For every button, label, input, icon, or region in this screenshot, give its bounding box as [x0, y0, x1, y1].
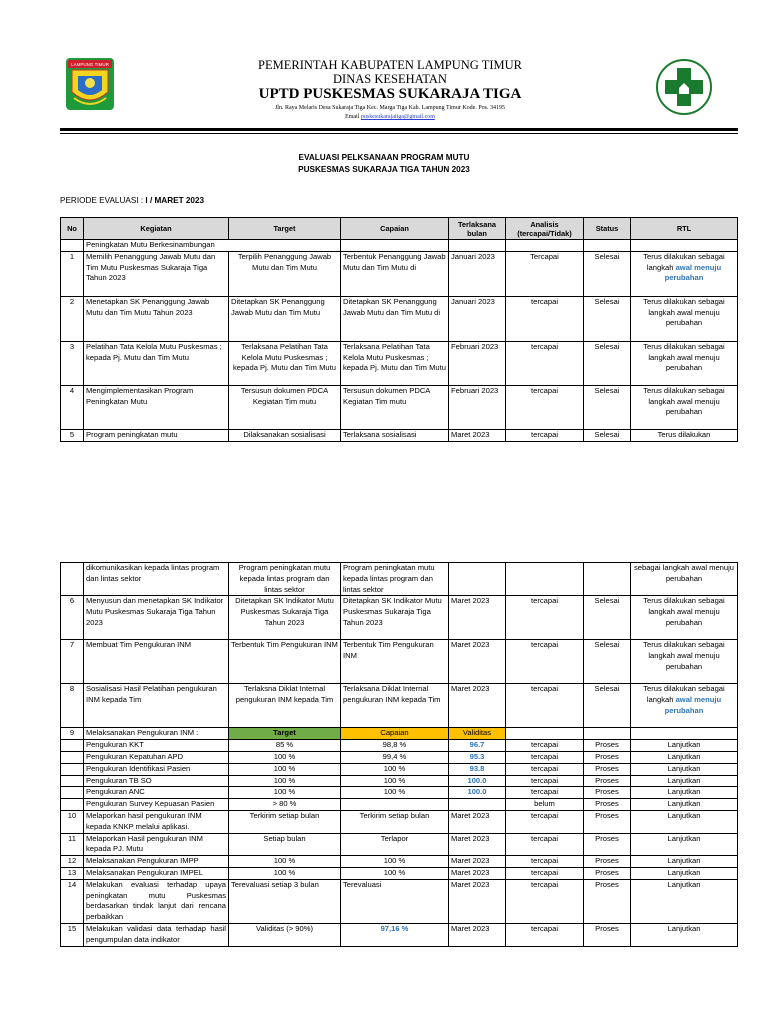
- evaluation-period: PERIODE EVALUASI : I / MARET 2023: [60, 196, 205, 205]
- table-row: Pengukuran Kepatuhan APD 100 % 99,4 % 95.3 tercapai Proses Lanjutkan: [61, 751, 738, 763]
- table-row: 6 Menyusun dan menetapkan SK Indikator Mutu Puskesmas Sukaraja Tiga Tahun 2023 Ditetapkan SK Indikator Mutu Puskesmas Sukaraja Tiga Tahun 2023 Ditetapkan SK Indikator Mutu Puskesmas Sukaraja Tiga Tahun 2023 Maret 2023 tercapai Selesai Terus dilakukan sebagai langkah awal menuju perubahan: [61, 596, 738, 640]
- table-row: 7 Membuat Tim Pengukuran INM Terbentuk Tim Pengukuran INM Terbentuk Tim Pengukuran INM Maret 2023 tercapai Selesai Terus dilakukan sebagai langkah awal menuju perubahan: [61, 640, 738, 684]
- table-row: 2 Menetapkan SK Penanggung Jawab Mutu dan Tim Mutu Tahun 2023 Ditetapkan SK Penanggung Jawab Mutu dan Tim Mutu Ditetapkan SK Penanggung Jawab Mutu dan Tim Mutu di Januari 2023 tercapai Selesai Terus dilakukan sebagai langkah awal menuju perubahan: [61, 296, 738, 341]
- document-title: EVALUASI PELKSANAAN PROGRAM MUTU: [298, 153, 470, 162]
- col-terlaksana: Terlaksana bulan: [449, 218, 506, 240]
- evaluation-table-part2: [60, 562, 738, 947]
- letterhead-rule-thick: [60, 128, 738, 131]
- table-row: 3 Pelatihan Tata Kelola Mutu Puskesmas ; kepada Pj. Mutu dan Tim Mutu Terlaksana Pelatihan Tata Kelola Mutu Puskesmas ; kepada Pj. Mutu dan Tim Mutu Terlaksana Pelatihan Tata Kelola Mutu Puskesmas ; kepada Pj. Mutu dan Tim Mutu Februari 2023 tercapai Selesai Terus dilakukan sebagai langkah awal menuju perubahan: [61, 341, 738, 385]
- table-row: 5 Program peningkatan mutu Dilaksanakan sosialisasi Terlaksana sosialisasi Maret 2023 tercapai Selesai Terus dilakukan: [61, 429, 738, 441]
- table-row: 15 Melakukan validasi data terhadap hasil pengumpulan data indikator Validitas (> 90%) 97,16 % Maret 2023 tercapai Proses Lanjutkan: [61, 923, 738, 946]
- table-row: dikomunikasikan kepada lintas program dan lintas sektor Program peningkatan mutu kepada lintas program dan lintas sektor Program peningkatan mutu kepada lintas program dan lintas sektor sebagai langkah awal menuju perubahan: [61, 563, 738, 596]
- table-row: Pengukuran TB SO 100 % 100 % 100.0 tercapai Proses Lanjutkan: [61, 775, 738, 787]
- col-analisis: Analisis (tercapai/Tidak): [506, 218, 584, 240]
- table-row: 12 Melaksanakan Pengukuran IMPP 100 % 100 % Maret 2023 tercapai Proses Lanjutkan: [61, 856, 738, 868]
- table-row: Pengukuran Identifikasi Pasien 100 % 100 % 93.8 tercapai Proses Lanjutkan: [61, 763, 738, 775]
- col-kegiatan: Kegiatan: [84, 218, 229, 240]
- puskesmas-logo: [655, 58, 713, 116]
- table-row: 4 Mengimplementasikan Program Peningkatan Mutu Tersusun dokumen PDCA Kegiatan Tim mutu Tersusun dokumen PDCA Kegiatan Tim mutu Februari 2023 tercapai Selesai Terus dilakukan sebagai langkah awal menuju perubahan: [61, 385, 738, 429]
- evaluation-table-part1: [60, 217, 738, 442]
- section-label: Peningkatan Mutu Berkesinambungan: [84, 240, 341, 252]
- lampung-timur-logo: [62, 56, 118, 112]
- table-row: 10 Melaporkan hasil pengukuran INM kepada KNKP melalui aplikasi. Terkirim setiap bulan Terkirim setiap bulan Maret 2023 tercapai Proses Lanjutkan: [61, 810, 738, 833]
- svg-text:LAMPUNG TIMUR: LAMPUNG TIMUR: [71, 62, 109, 67]
- table-row: 1 Memilih Penanggung Jawab Mutu dan Tim Mutu Puskesmas Sukaraja Tiga Tahun 2023 Terpilih Penanggung Jawab Mutu dan Tim Mutu Terbentuk Penanggung Jawab Mutu dan Tim Mutu di Januari 2023 Tercapai Selesai Terus dilakukan sebagai langkah awal menuju perubahan: [61, 251, 738, 296]
- header-department: DINAS KESEHATAN: [333, 72, 447, 86]
- table-row: 8 Sosialisasi Hasil Pelatihan pengukuran INM kepada Tim Terlaksna Diklat Internal pengukuran INM kepada Tim Terlaksana Diklat Internal pengukuran INM kepada Tim Maret 2023 tercapai Selesai Terus dilakukan sebagai langkah awal menuju perubahan: [61, 684, 738, 728]
- table-row: 13 Melaksanakan Pengukuran IMPEL 100 % 100 % Maret 2023 tercapai Proses Lanjutkan: [61, 867, 738, 879]
- section-row: [61, 240, 738, 252]
- table-row: Pengukuran Survey Kepuasan Pasien > 80 % belum Proses Lanjutkan: [61, 799, 738, 811]
- letterhead-rule-thin: [60, 133, 738, 134]
- table-row: Pengukuran KKT 85 % 98,8 % 96.7 tercapai Proses Lanjutkan: [61, 740, 738, 752]
- header-government: PEMERINTAH KABUPATEN LAMPUNG TIMUR: [258, 58, 522, 72]
- col-capaian: Capaian: [341, 218, 449, 240]
- table-row: 9 Melaksanakan Pengukuran INM : Target Capaian Validitas: [61, 728, 738, 740]
- header-institution: UPTD PUSKESMAS SUKARAJA TIGA: [258, 86, 522, 102]
- document-subtitle: PUSKESMAS SUKARAJA TIGA TAHUN 2023: [298, 165, 470, 174]
- col-target: Target: [229, 218, 341, 240]
- header-email-line: Email puskesukarajatiga@gmail.com: [345, 114, 435, 120]
- table-header-row: [61, 218, 738, 240]
- col-rtl: RTL: [631, 218, 738, 240]
- col-no: No: [61, 218, 84, 240]
- table-row: 14 Melakukan evaluasi terhadap upaya peningkatan mutu Puskesmas berdasarkan tindak lanjut dari rencana perbaikkan Terevaluasi setiap 3 bulan Terevaluasi Maret 2023 tercapai Proses Lanjutkan: [61, 879, 738, 923]
- header-address: Jln. Raya Melaris Desa Sukaraja Tiga Kec. Marga Tiga Kab. Lampung Timur Kode. Pos. 34195: [274, 105, 506, 111]
- table-row: Pengukuran ANC 100 % 100 % 100.0 tercapai Proses Lanjutkan: [61, 787, 738, 799]
- col-status: Status: [584, 218, 631, 240]
- header-email-link[interactable]: puskesukarajatiga@gmail.com: [360, 114, 435, 120]
- table-row: 11 Melaporkan Hasil pengukuran INM kepada PJ. Mutu Setiap bulan Terlapor Maret 2023 tercapai Proses Lanjutkan: [61, 833, 738, 856]
